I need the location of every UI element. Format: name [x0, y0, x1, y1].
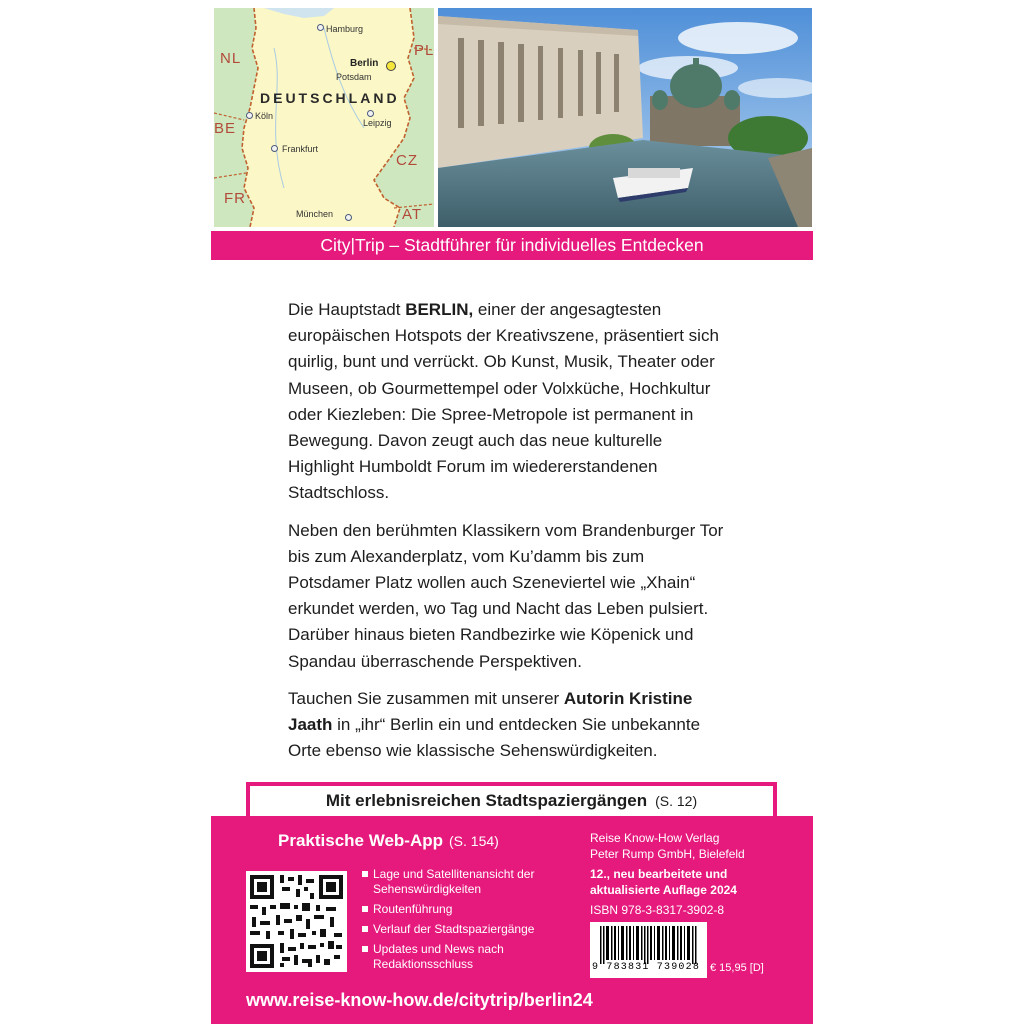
- edition-line-1: 12., neu bearbeitete und: [590, 867, 728, 881]
- series-title-band: City|Trip – Stadtführer für individuelles Entdecken: [211, 231, 813, 260]
- city-label-berlin: Berlin: [350, 58, 379, 69]
- price: € 15,95 [D]: [710, 962, 764, 974]
- map-country-de: DEUTSCHLAND: [260, 90, 400, 106]
- germany-map: [214, 8, 434, 227]
- map-country-be: BE: [214, 120, 237, 137]
- map-country-at: AT: [402, 206, 423, 223]
- webapp-feature-list: [362, 867, 562, 977]
- barcode-digits: 9 783831 739028: [592, 962, 701, 973]
- webapp-url-link[interactable]: www.reise-know-how.de/citytrip/berlin24: [246, 990, 593, 1010]
- city-dot-frankfurt: [271, 145, 278, 152]
- city-label-hamburg: Hamburg: [326, 24, 364, 34]
- publisher-company: Peter Rump GmbH, Bielefeld: [590, 847, 745, 861]
- bullet-square-icon: [362, 926, 368, 932]
- city-dot-hamburg: [317, 24, 324, 31]
- city-dot-muenchen: [345, 214, 352, 221]
- publisher-info: [590, 830, 800, 918]
- bullet-square-icon: [362, 871, 368, 877]
- blurb-paragraph-2: Neben den berühmten Klassikern vom Brandenburger Tor bis zum Alexanderplatz, vom Ku’damm bis zum Potsdamer Platz wollen auch Szeneviertel wie „Xhain“ erkundet werden, wo Tag und Nacht das Leben pulsiert. Darüber hinaus bieten Randbezirke wie Köpenick und Spandau überraschende Perspektiven.: [288, 520, 724, 671]
- walks-callout: [250, 786, 773, 816]
- map-country-fr: FR: [224, 190, 246, 207]
- photo-graphic: [438, 8, 812, 227]
- city-label-muenchen: München: [296, 209, 334, 219]
- webapp-heading: [278, 831, 499, 851]
- feature-item: Lage und Satellitenansicht der Sehenswürdigkeiten: [362, 867, 562, 897]
- city-label-potsdam: Potsdam: [336, 72, 372, 82]
- bullet-square-icon: [362, 946, 368, 952]
- isbn: ISBN 978-3-8317-3902-8: [590, 903, 725, 917]
- qr-code[interactable]: [246, 871, 347, 972]
- map-country-cz: CZ: [396, 152, 418, 169]
- blurb-paragraph-3: Tauchen Sie zusammen mit unserer Autorin Kristine Jaath in „ihr“ Berlin ein und entdecken Sie unbekannte Orte ebenso wie klassische Sehenswürdigkeiten.: [288, 688, 701, 761]
- webapp-page-ref: (S. 154): [449, 833, 499, 849]
- webapp-title: Praktische Web-App: [278, 831, 444, 850]
- feature-item: Routenführung: [362, 902, 562, 917]
- berlin-photo: [438, 8, 812, 227]
- city-dot-leipzig: [367, 110, 374, 117]
- capital-marker-berlin: [386, 61, 396, 71]
- feature-item: Verlauf der Stadtspaziergänge: [362, 922, 562, 937]
- city-dot-koeln: [246, 112, 253, 119]
- blurb-paragraph-1: Die Hauptstadt BERLIN, einer der angesagtesten europäischen Hotspots der Kreativszene, präsentiert sich quirlig, bunt und verrückt. Ob Kunst, Musik, Theater oder Museen, ob Gourmettempel oder Volxküche, Hochkultur oder Kiezleben: Die Spree-Metropole ist permanent in Bewegung. Davon zeugt auch das neue kulturelle Highlight Humboldt Forum im wiedererstandenen Stadtschloss.: [288, 300, 719, 503]
- publisher-name: Reise Know-How Verlag: [590, 831, 720, 845]
- bullet-square-icon: [362, 906, 368, 912]
- map-country-nl: NL: [220, 50, 242, 67]
- blurb-text: [288, 297, 728, 775]
- map-country-pl: PL: [414, 42, 434, 59]
- walks-page-ref: (S. 12): [655, 793, 698, 809]
- qr-code-graphic: [246, 871, 347, 972]
- city-label-leipzig: Leipzig: [363, 118, 392, 128]
- walks-label: Mit erlebnisreichen Stadtspaziergängen: [325, 791, 648, 810]
- city-label-koeln: Köln: [255, 111, 274, 121]
- city-label-frankfurt: Frankfurt: [282, 144, 319, 154]
- feature-item: Updates und News nach Redaktionsschluss: [362, 942, 562, 972]
- edition-line-2: aktualisierte Auflage 2024: [590, 883, 737, 897]
